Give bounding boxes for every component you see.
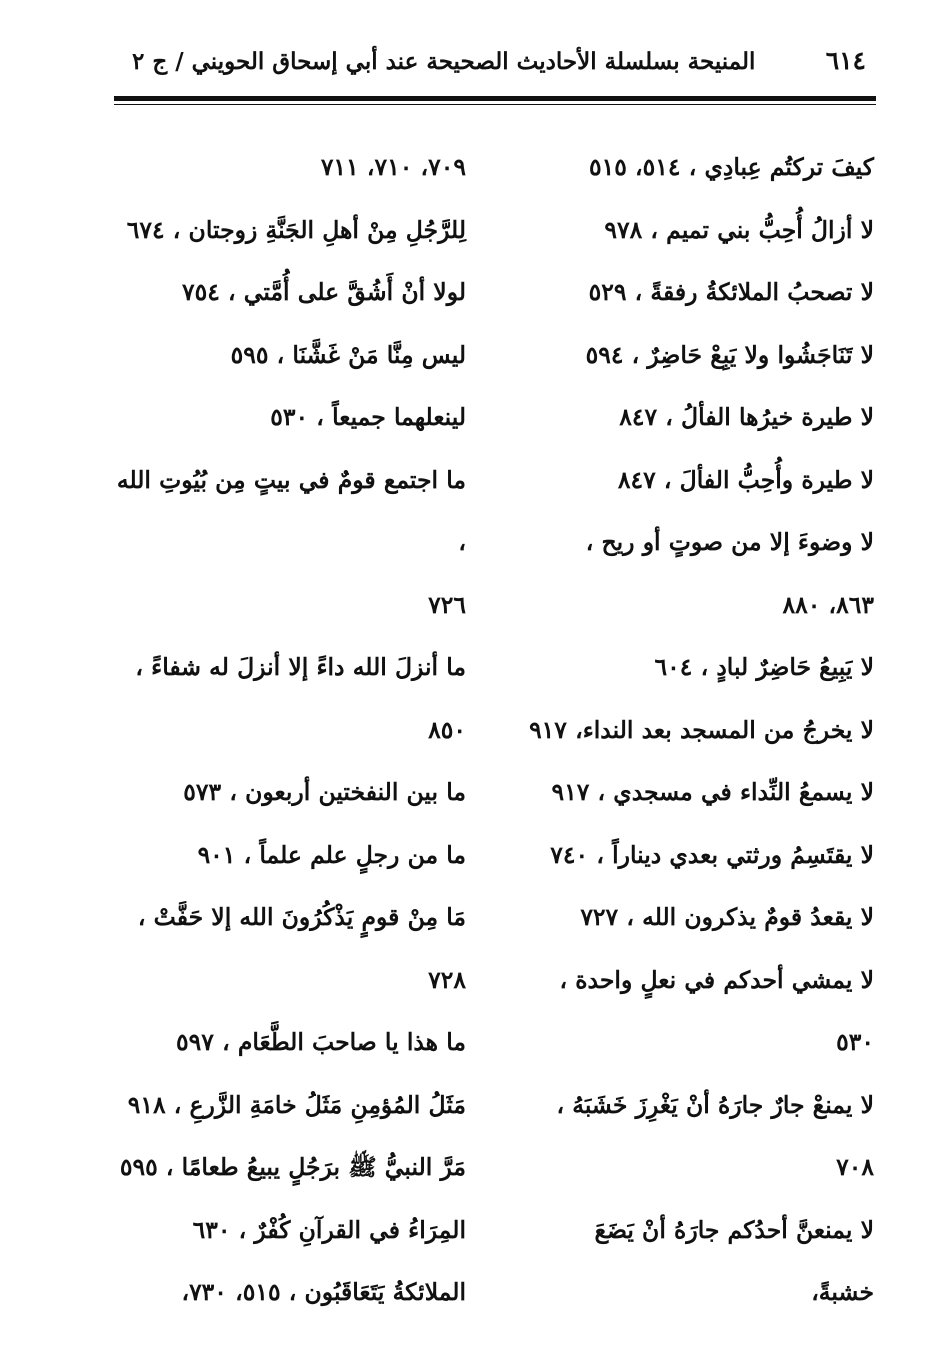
header-rule-thick (114, 96, 876, 101)
index-column-left (116, 136, 466, 1324)
index-entry: ما أنزلَ الله داءً إلا أنزلَ له شفاءً ، ٨٥٠ (135, 653, 466, 744)
index-entry: لا يسمعُ النِّداء في مسجدي ، ٩١٧ (551, 778, 874, 806)
index-entry: لا طيرة خيرُها الفألُ ، ٨٤٧ (619, 403, 874, 431)
page-number: ٦١٤ (825, 46, 866, 75)
header-rule-thin (114, 104, 876, 105)
index-entry: ما هذا يا صاحبَ الطَّعَام ، ٥٩٧ (176, 1028, 466, 1056)
index-entry: لا أزالُ أُحِبُّ بني تميم ، ٩٧٨ (604, 215, 874, 244)
index-entry: المِرَاءُ في القرآنِ كُفْرٌ ، ٦٣٠ (192, 1215, 466, 1244)
index-entry: مَرَّ النبيُّ ﷺ برَجُلٍ يبيعُ طعامًا ، ٥٩٥ (119, 1153, 466, 1181)
index-entry: الملائكةُ يَتَعَاقَبُون ، ٥١٥، ٧٣٠، (181, 1278, 466, 1306)
index-entry: لولا أنْ أَشُقَّ على أُمَّتي ، ٧٥٤ (181, 278, 466, 306)
index-entry: لا يمنعْ جارٌ جارَهُ أنْ يَغْرِزَ خَشَبَهُ ، ٧٠٨ (556, 1090, 874, 1181)
index-entry: مَثَلُ المُؤمِنِ مَثَلُ خامَةِ الزَّرعِ ، ٩١٨ (127, 1090, 466, 1119)
index-entry: لِلرَّجُلِ مِنْ أهلِ الجَنَّةِ زوجتان ، ٦٧٤ (126, 215, 466, 244)
index-entry: ما من رجلٍ علم علماً ، ٩٠١ (197, 840, 466, 869)
index-entry: لا وضوءَ إلا من صوتٍ أو ريح ، ٨٦٣، ٨٨٠ (585, 528, 874, 619)
index-entry: لا يقتَسِمُ ورثتي بعدي ديناراً ، ٧٤٠ (550, 840, 874, 869)
index-entry: ليس مِنَّا مَنْ غَشَّنَا ، ٥٩٥ (230, 340, 466, 369)
index-entry: لا تصحبُ الملائكةُ رفقةً ، ٥٢٩ (588, 278, 874, 306)
index-entry: لينعلهما جميعاً ، ٥٣٠ (270, 403, 466, 431)
page-header (118, 44, 880, 84)
index-entry: ما اجتمع قومٌ في بيتٍ مِن بُيُوتِ الله ، ٧٢٦ (116, 465, 466, 619)
index-entry: لا يخرجُ من المسجد بعد النداء، ٩١٧ (529, 715, 874, 744)
index-entry: لا طيرة وأُحِبُّ الفألَ ، ٨٤٧ (617, 465, 874, 494)
index-entry: كيفَ تركتُم عِبادِي ، ٥١٤، ٥١٥ (588, 153, 874, 181)
index-entry: لا يمشي أحدكم في نعلٍ واحدة ، ٥٣٠ (559, 965, 874, 1056)
index-entry: مَا مِنْ قومٍ يَذْكُرُونَ الله إلا حَفَّتْ ، ٧٢٨ (137, 903, 466, 994)
index-entry: لا تَنَاجَشُوا ولا يَبِعْ حَاضِرٌ ، ٥٩٤ (585, 340, 874, 369)
index-column-right (529, 136, 874, 1324)
index-entry: ما بين النفختين أربعون ، ٥٧٣ (183, 778, 466, 806)
running-title: المنيحة بسلسلة الأحاديث الصحيحة عند أبي إسحاق الحويني / ج ٢ (132, 48, 756, 75)
index-entry: لا يَبِيعُ حَاضِرٌ لبادٍ ، ٦٠٤ (654, 653, 874, 681)
index-entry: ٧٠٩، ٧١٠، ٧١١ (320, 153, 466, 181)
index-entry: لا يقعدُ قومٌ يذكرون الله ، ٧٢٧ (580, 903, 874, 931)
index-entry: لا يمنعنَّ أحدُكم جارَهُ أنْ يَضَعَ خشبةً، (594, 1215, 874, 1306)
